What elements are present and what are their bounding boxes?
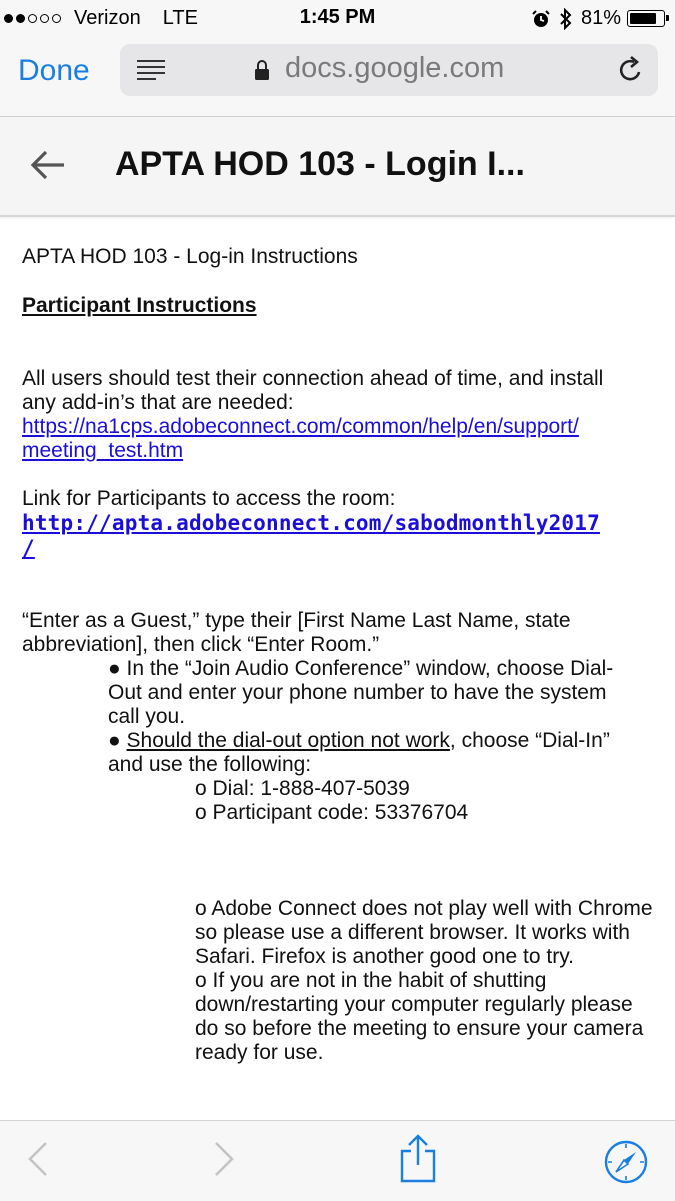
room-link[interactable]: http://apta.adobeconnect.com/sabodmonthly2017 /	[22, 511, 600, 560]
status-bar	[0, 0, 675, 38]
address-bar[interactable]	[120, 44, 658, 96]
paragraph-guest-entry: “Enter as a Guest,” type their [First Name Last Name, state abbreviation], then click “Enter Room.”	[22, 609, 571, 656]
paragraph-room-link: Link for Participants to access the room:	[22, 487, 396, 510]
underlined-text: Should the dial-out option not work	[126, 729, 450, 752]
meeting-test-link[interactable]: https://na1cps.adobeconnect.com/common/help/en/support/ meeting_test.htm	[22, 415, 579, 462]
safari-button[interactable]	[603, 1139, 649, 1188]
lock-icon	[254, 59, 270, 81]
reload-icon[interactable]	[618, 56, 644, 84]
bottom-toolbar	[0, 1120, 675, 1201]
reader-view-icon[interactable]	[136, 59, 166, 81]
chevron-left-icon	[26, 1139, 50, 1179]
sub-item-dial: o Dial: 1-888-407-5039	[195, 777, 410, 800]
battery-percent: 81%	[580, 7, 621, 29]
back-arrow-icon[interactable]	[30, 149, 66, 181]
carrier-name: Verizon	[74, 7, 141, 29]
bullet-dial-in: ● Should the dial-out option not work, choose “Dial-In” and use the following:	[108, 729, 610, 776]
back-button[interactable]	[26, 1139, 50, 1182]
compass-icon	[603, 1139, 649, 1185]
bullet-dial-out: ● In the “Join Audio Conference” window, choose Dial-Out and enter your phone number to have the system call you.	[108, 657, 614, 728]
url-text: docs.google.com	[285, 52, 505, 84]
doc-header	[0, 117, 675, 217]
chevron-right-icon	[212, 1139, 236, 1179]
doc-line-title: APTA HOD 103 - Log-in Instructions	[22, 245, 358, 268]
clock: 1:45 PM	[299, 6, 376, 28]
sub-item-participant-code: o Participant code: 53376704	[195, 801, 469, 824]
section-heading: Participant Instructions	[22, 294, 257, 317]
share-icon	[398, 1133, 438, 1183]
document-body	[22, 245, 662, 1065]
done-button[interactable]: Done	[18, 54, 90, 87]
doc-title: APTA HOD 103 - Login I...	[115, 145, 525, 183]
paragraph-connection-test: All users should test their connection ahead of time, and install any add-in’s that are needed:	[22, 367, 604, 414]
battery-icon	[627, 10, 665, 27]
bluetooth-icon	[559, 8, 573, 30]
share-button[interactable]	[398, 1133, 438, 1186]
sub-item-browser-note: o Adobe Connect does not play well with Chrome so please use a different browser. It works with Safari. Firefox is another good one to try.	[195, 897, 653, 968]
forward-button[interactable]	[212, 1139, 236, 1182]
sub-item-restart-note: o If you are not in the habit of shutting down/restarting your computer regularly please do so before the meeting to ensure your camera ready for use.	[195, 969, 644, 1064]
browser-bar	[0, 38, 675, 117]
alarm-icon	[531, 9, 551, 29]
network-type: LTE	[162, 7, 198, 29]
